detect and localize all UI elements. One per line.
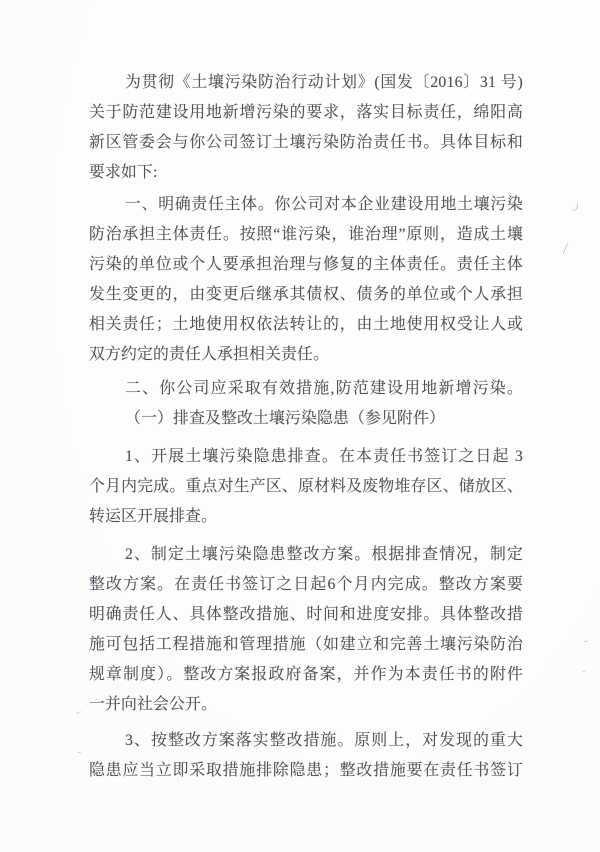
- text-line: 双方约定的责任人承担相关责任。: [89, 346, 329, 363]
- text-line: （一）排查及整改土壤污染隐患（参见附件）: [125, 410, 445, 427]
- scan-artifact: [582, 636, 588, 642]
- text-line: 污染的单位或个人要承担治理与修复的主体责任。责任主体: [89, 256, 523, 273]
- document-body-text: [89, 68, 523, 786]
- text-line: 一、明确责任主体。你公司对本企业建设用地土壤污染: [125, 196, 523, 213]
- text-line: 2、制定土壤污染隐患整改方案。根据排查情况，制定: [125, 546, 523, 563]
- text-line: 要求如下:: [89, 164, 158, 181]
- text-line: 明确责任人、具体整改措施、时间和进度安排。具体整改措: [89, 606, 523, 623]
- text-line: 为贯彻《土壤污染防治行动计划》(国发〔2016〕31 号): [125, 74, 523, 91]
- text-line: 施可包括工程措施和管理措施（如建立和完善土壤污染防治: [89, 636, 523, 653]
- text-line: 相关责任；土地使用权依法转让的，由土地使用权受让人或: [89, 316, 523, 333]
- scan-artifact: [76, 711, 81, 714]
- text-line: 防治承担主体责任。按照“谁污染，谁治理”原则，造成土壤: [89, 226, 523, 243]
- scan-artifact: [582, 667, 587, 673]
- text-line: 发生变更的，由变更后继承其债权、债务的单位或个人承担: [89, 286, 523, 303]
- text-line: 整改方案。在责任书签订之日起6个月内完成。整改方案要: [89, 576, 523, 593]
- text-line: 新区管委会与你公司签订土壤污染防治责任书。具体目标和: [89, 134, 523, 151]
- text-line: 个月内完成。重点对生产区、原材料及废物堆存区、储放区、: [89, 478, 523, 495]
- text-line: 关于防范建设用地新增污染的要求，落实目标责任，绵阳高: [89, 104, 523, 121]
- text-line: 规章制度）。整改方案报政府备案，并作为本责任书的附件: [89, 666, 523, 683]
- scan-artifact: [562, 243, 576, 255]
- text-line: 转运区开展排查。: [89, 508, 217, 525]
- text-line: 1、开展土壤污染隐患排查。在本责任书签订之日起 3: [125, 448, 523, 465]
- text-line: 二、你公司应采取有效措施,防范建设用地新增污染。: [125, 380, 523, 397]
- text-line: 一并向社会公开。: [89, 696, 217, 713]
- scan-artifact: [77, 752, 81, 754]
- scan-artifact: [570, 200, 580, 212]
- text-line: 隐患应当立即采取措施排除隐患；整改措施要在责任书签订: [89, 762, 523, 779]
- text-line: 3、按整改方案落实整改措施。原则上，对发现的重大: [125, 732, 523, 749]
